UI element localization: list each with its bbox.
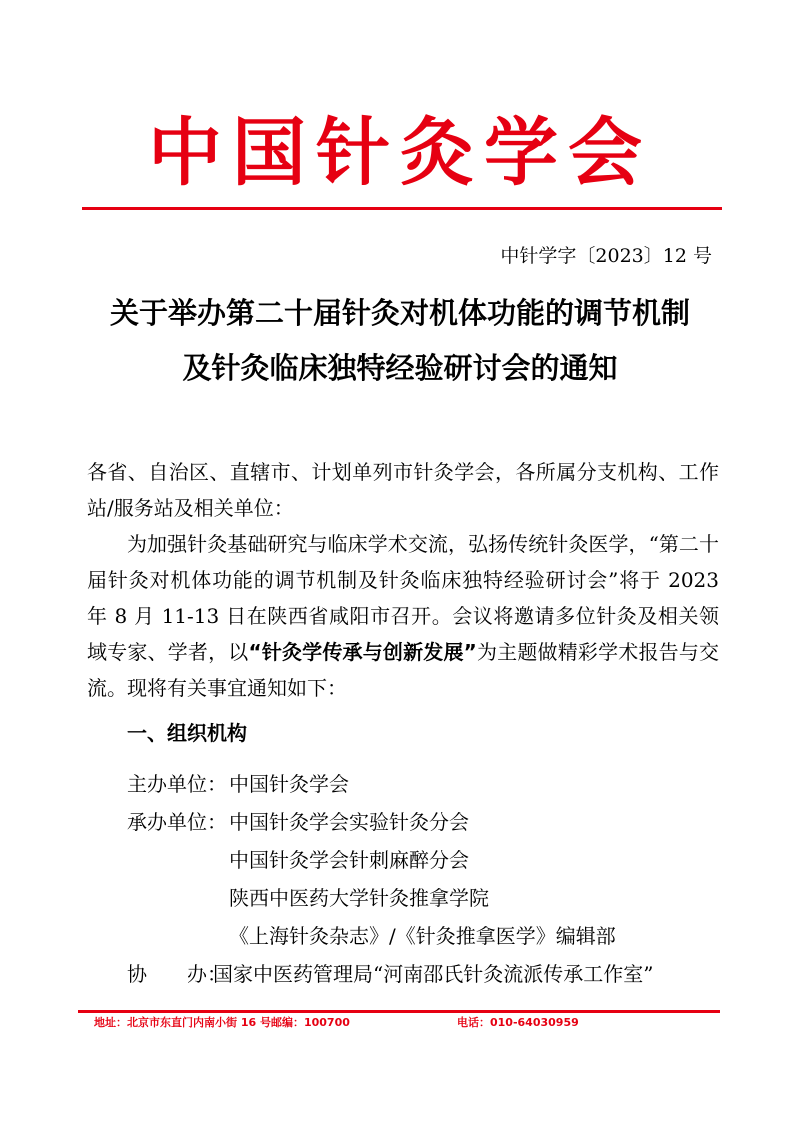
organizer-label: 承办单位：	[127, 810, 227, 834]
organizer-3: 陕西中医药大学针灸推拿学院	[229, 886, 489, 910]
organizer-2: 中国针灸学会针刺麻醉分会	[229, 848, 469, 872]
notice-body	[87, 454, 719, 706]
co-organizer-label: 协 办：	[127, 962, 227, 986]
organizer-4: 《上海针灸杂志》/《针灸推拿医学》编辑部	[229, 924, 616, 948]
organizer-row	[127, 803, 653, 841]
document-number: 中针学字〔2023〕12 号	[500, 245, 712, 267]
co-organizer-value: 国家中医药管理局“河南邵氏针灸流派传承工作室”	[213, 962, 654, 986]
footer-red-rule	[78, 1010, 720, 1013]
masthead-red-rule	[82, 207, 722, 210]
salutation: 各省、自治区、直辖市、计划单列市针灸学会，各所属分支机构、工作站/服务站及相关单位：	[87, 460, 719, 520]
organization-list	[127, 765, 653, 993]
organizer-row	[127, 879, 653, 917]
title-line-2: 及针灸临床独特经验研讨会的通知	[182, 351, 618, 385]
masthead-org-name: 中国针灸学会	[148, 110, 652, 196]
section-heading-organization: 一、组织机构	[127, 721, 247, 745]
host-value: 中国针灸学会	[229, 772, 349, 796]
intro-text-after: 为主题做精彩学术报告与交流。现将有关事宜通知如下：	[87, 640, 720, 700]
intro-paragraph	[87, 526, 719, 706]
intro-text-before: 为加强针灸基础研究与临床学术交流，弘扬传统针灸医学，“第二十届针灸对机体功能的调节机制及针灸临床独特经验研讨会”将于 2023 年 8 月 11-13 日在陕西省咸阳市召开。会议将邀请多位针灸及相关领域专家、学者，以	[87, 532, 719, 664]
co-organizer-row	[127, 955, 653, 993]
notice-title	[0, 290, 800, 391]
footer-address: 地址：北京市东直门内南小街 16 号邮编：100700	[94, 1016, 350, 1029]
organizer-row	[127, 841, 653, 879]
title-line-1: 关于举办第二十届针灸对机体功能的调节机制	[109, 296, 690, 330]
organizer-1: 中国针灸学会实验针灸分会	[229, 810, 469, 834]
conference-theme: “针灸学传承与创新发展”	[248, 640, 477, 664]
organizer-row	[127, 917, 653, 955]
host-label: 主办单位：	[127, 772, 227, 796]
host-row	[127, 765, 653, 803]
footer-phone: 电话：010-64030959	[457, 1016, 579, 1029]
